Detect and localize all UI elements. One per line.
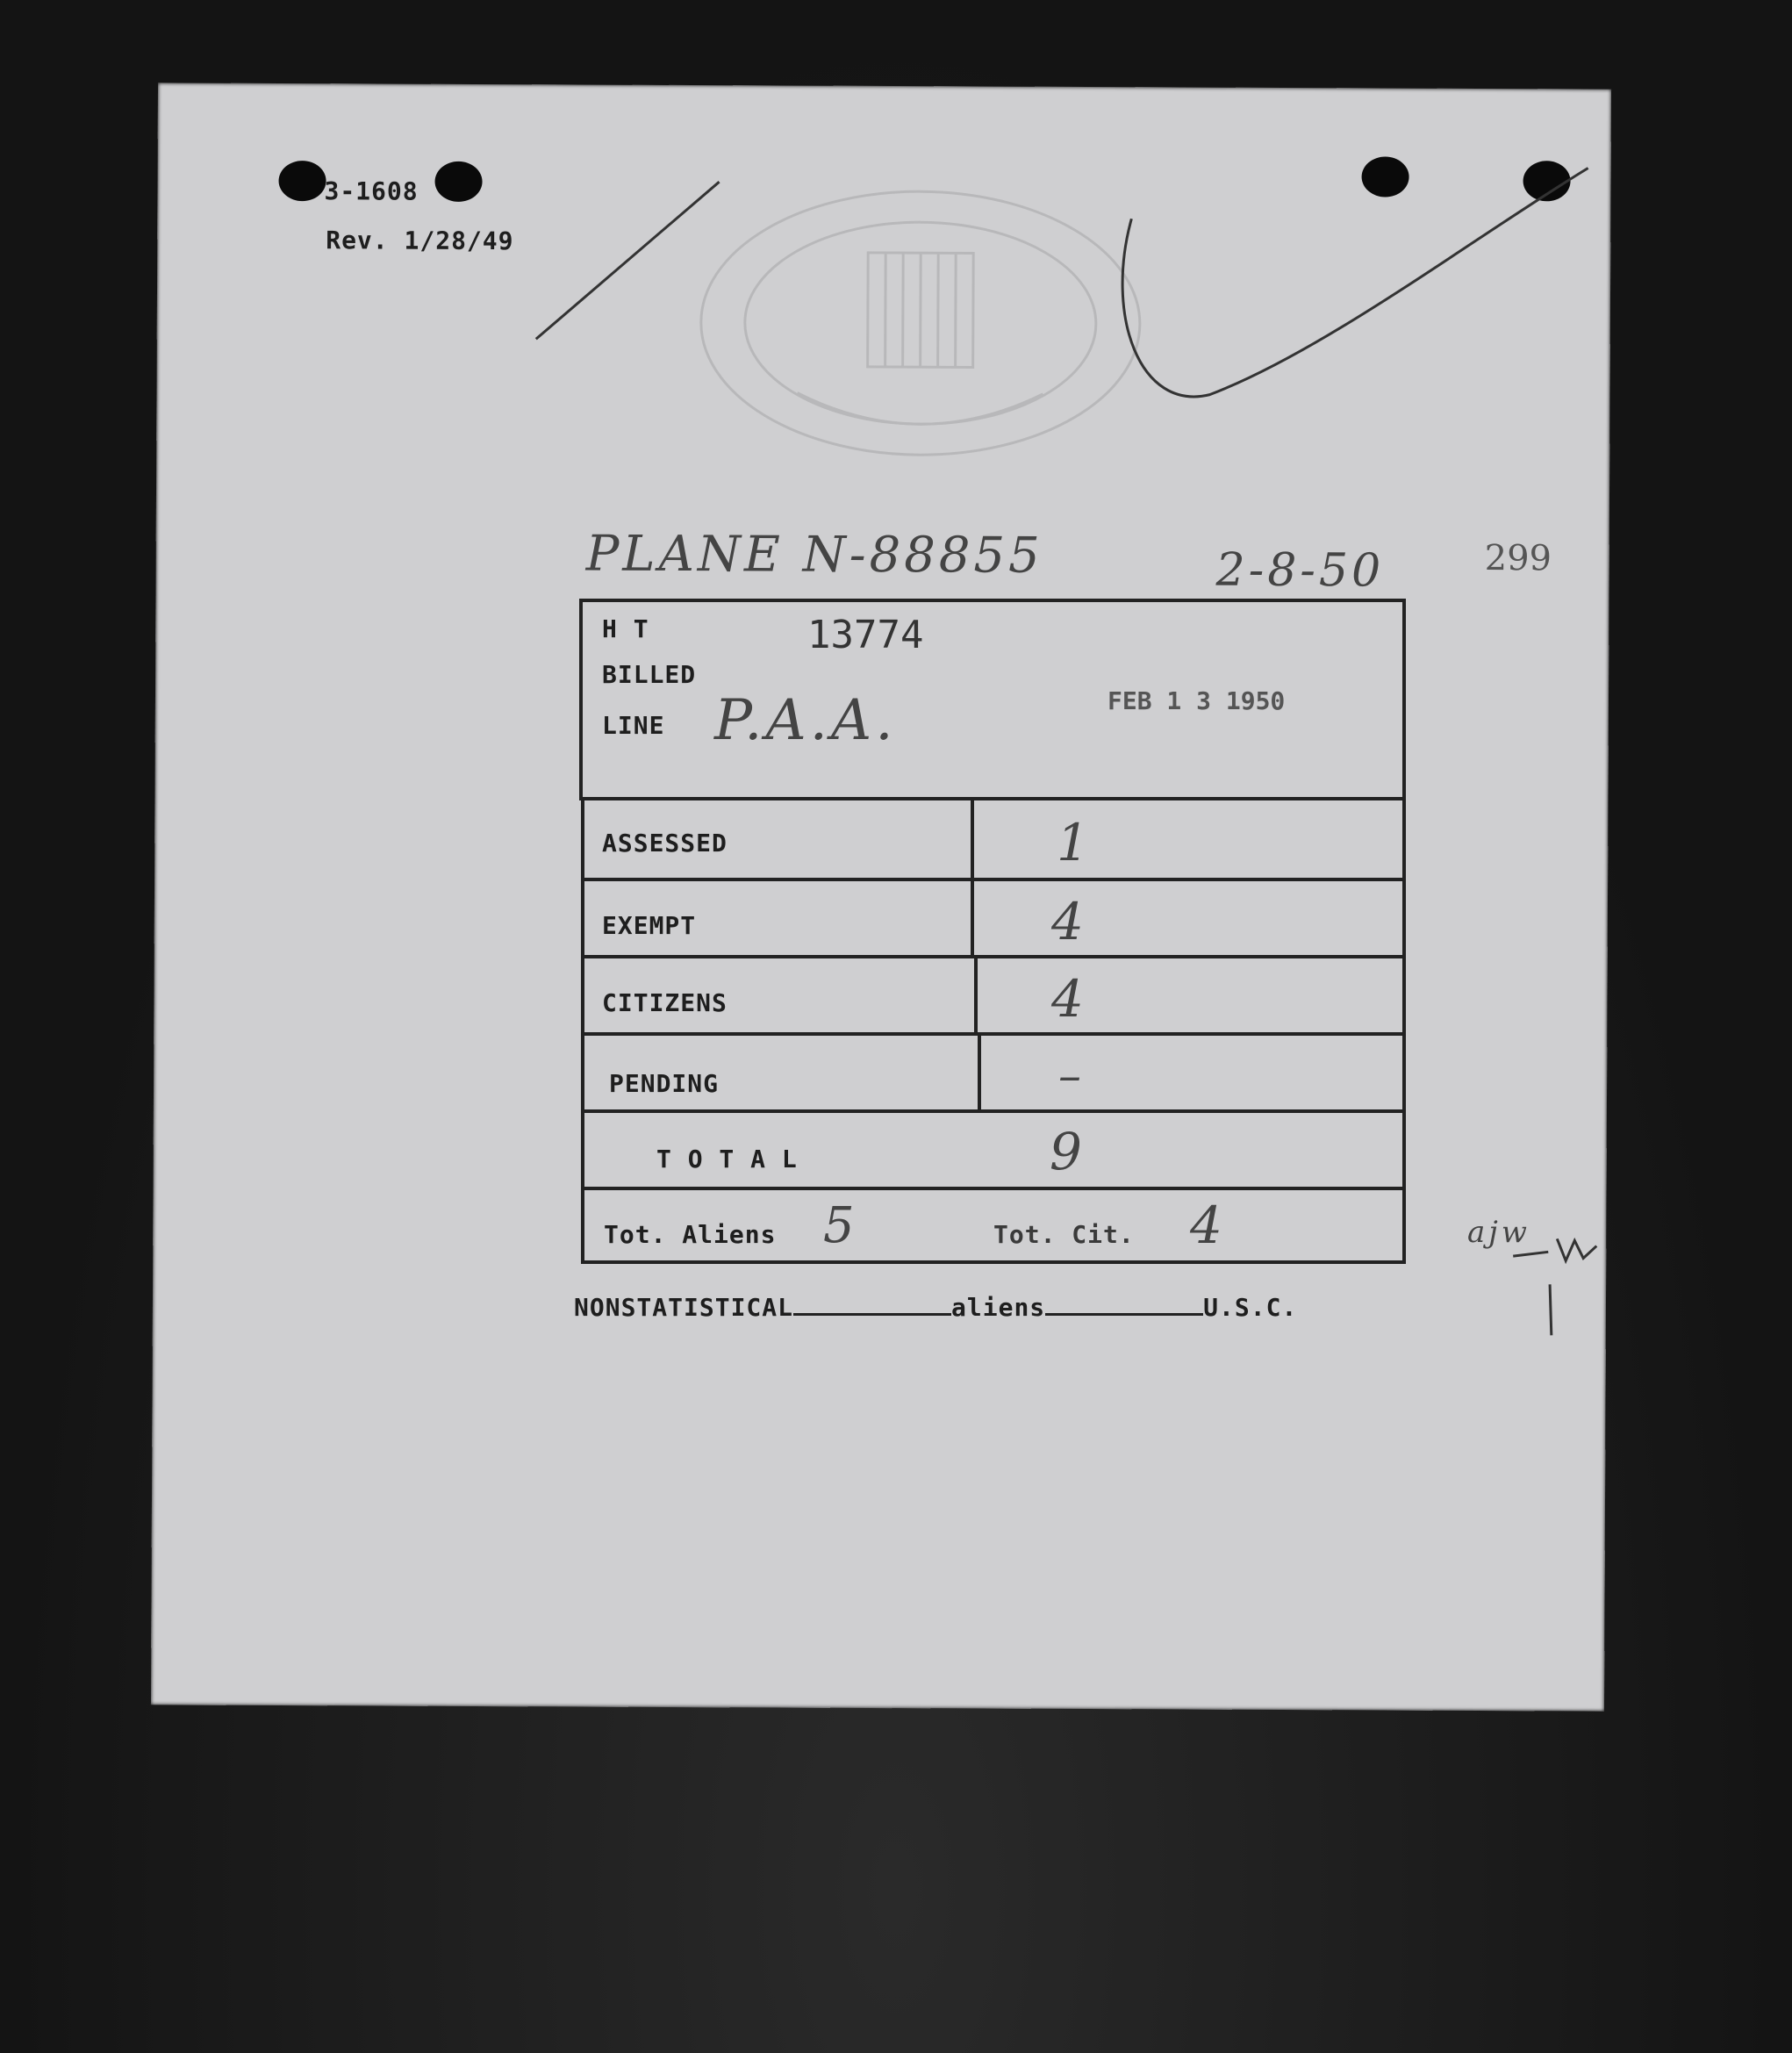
exempt-value: 4	[1051, 892, 1087, 951]
pending-label: PENDING	[609, 1069, 720, 1098]
tot-aliens-value: 5	[823, 1197, 858, 1254]
ht-label: H T	[602, 614, 649, 643]
initials-handwritten: ajw	[1467, 1215, 1530, 1250]
billed-label: BILLED	[602, 660, 697, 689]
column-divider	[971, 881, 974, 955]
citizens-value: 4	[1051, 969, 1087, 1029]
column-divider	[978, 1036, 981, 1109]
exempt-label: EXEMPT	[602, 911, 697, 940]
table-row-total	[584, 1109, 1402, 1187]
page-number: 299	[1484, 537, 1552, 579]
total-value: 9	[1050, 1122, 1086, 1181]
table-row-exempt	[584, 878, 1402, 955]
citizens-label: CITIZENS	[602, 988, 728, 1017]
table-row-totals	[584, 1187, 1402, 1260]
nonstatistical-line	[574, 1292, 1297, 1322]
aliens-label: aliens	[951, 1293, 1046, 1322]
tot-cit-label: Tot. Cit.	[993, 1220, 1135, 1249]
column-divider	[971, 800, 974, 878]
form-number: 3-1608	[324, 176, 419, 206]
ht-number: 13774	[807, 613, 924, 657]
usc-label: U.S.C.	[1203, 1293, 1298, 1322]
tot-cit-value: 4	[1190, 1195, 1226, 1255]
column-divider	[974, 958, 978, 1032]
form-header-box	[579, 599, 1406, 800]
nonstatistical-label: NONSTATISTICAL	[574, 1293, 794, 1322]
usc-blank	[1045, 1292, 1203, 1316]
line-handwritten: P.A.A.	[714, 688, 897, 753]
table-row-citizens	[584, 955, 1402, 1032]
date-handwritten: 2-8-50	[1215, 543, 1385, 598]
table-row-pending	[584, 1032, 1402, 1109]
line-label: LINE	[602, 711, 665, 740]
count-table	[581, 800, 1406, 1264]
tot-aliens-label: Tot. Aliens	[604, 1220, 777, 1249]
pending-value: –	[1058, 1050, 1085, 1102]
assessed-value: 1	[1057, 813, 1093, 872]
table-row-assessed	[584, 800, 1402, 878]
received-date-stamp: FEB 1 3 1950	[1107, 686, 1286, 715]
assessed-label: ASSESSED	[602, 829, 728, 858]
revision-date: Rev. 1/28/49	[326, 226, 514, 256]
aliens-blank	[793, 1292, 951, 1316]
plane-number-handwritten: PLANE N-88855	[585, 525, 1043, 585]
total-label: T O T A L	[656, 1145, 798, 1174]
